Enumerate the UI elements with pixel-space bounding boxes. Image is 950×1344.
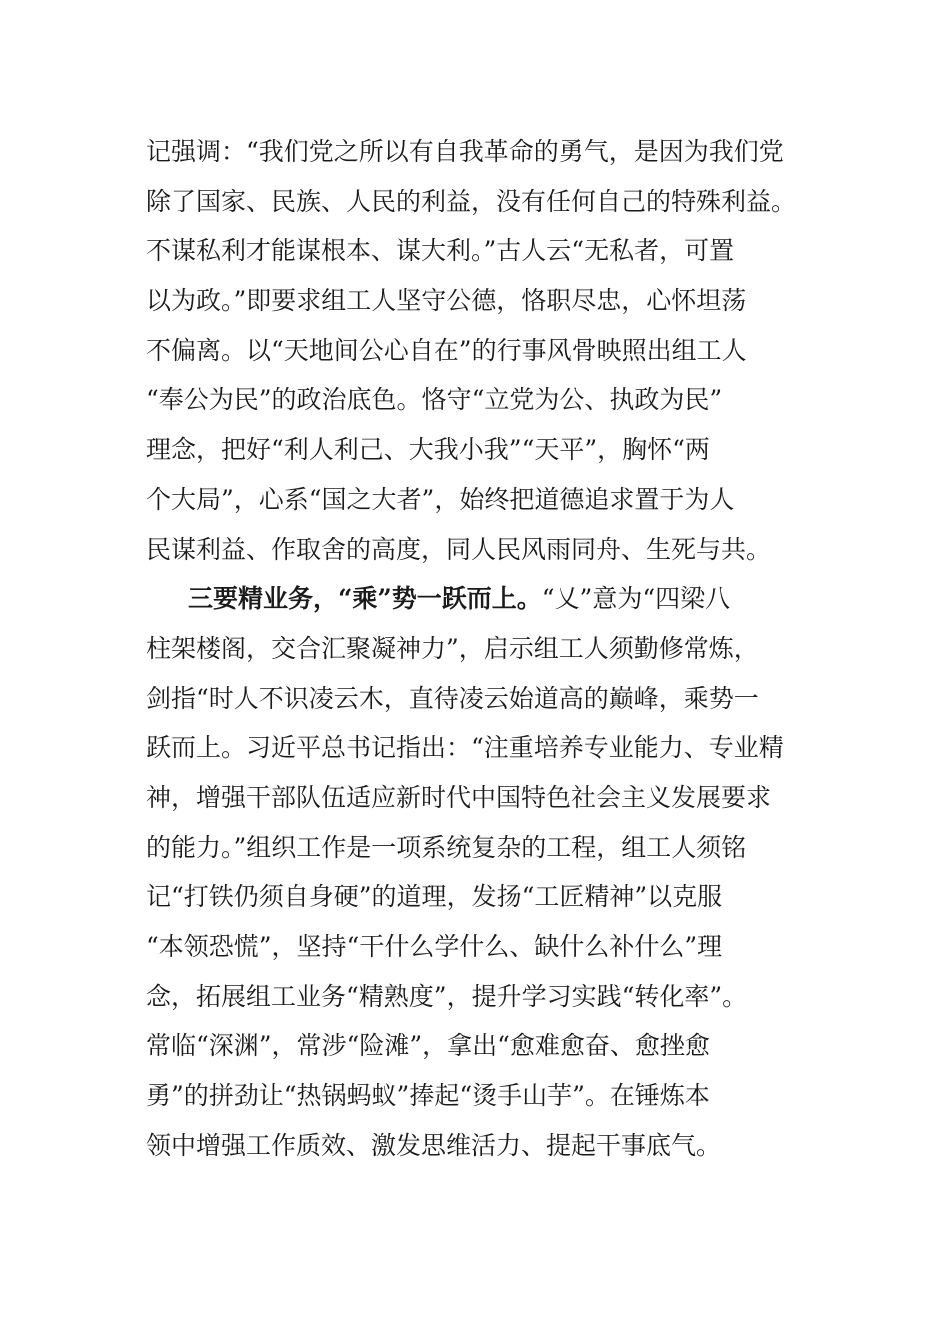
text-line: 除了国家、民族、人民的利益，没有任何自己的特殊利益。: [146, 186, 797, 216]
document-body: [146, 127, 806, 1170]
text-line: 不谋私利才能谋根本、谋大利。”古人云“无私者，可置: [146, 236, 735, 266]
text-line: 的能力。”组织工作是一项系统复杂的工程，组工人须铭: [146, 832, 747, 862]
text-line-rest: “乂”意为“四梁八: [541, 584, 731, 614]
text-line: 柱架楼阁，交合汇聚凝神力”，启示组工人须勤修常炼，: [146, 633, 759, 663]
paragraph-lead-heading: 三要精业务，“乘”势一跃而上。: [188, 584, 542, 614]
text-line: 剑指“时人不识凌云木，直待凌云始道高的巅峰，乘势一: [146, 683, 759, 713]
text-line: 念，拓展组工业务“精熟度”，提升学习实践“转化率”。: [146, 981, 748, 1011]
text-line: 理念，把好“利人利己、大我小我”“天平”，胸怀“两: [146, 435, 710, 465]
text-line: 勇”的拼劲让“热锅蚂蚁”捧起“烫手山芋”。在锤炼本: [146, 1081, 710, 1111]
text-line: “本领恐慌”，坚持“干什么学什么、缺什么补什么”理: [146, 932, 723, 961]
paragraph-party-integrity: [146, 127, 806, 574]
text-line: “奉公为民”的政治底色。恪守“立党为公、执政为民”: [146, 385, 723, 415]
text-line: 常临“深渊”，常涉“险滩”，拿出“愈难愈奋、愈挫愈: [146, 1031, 710, 1061]
text-line: 跃而上。习近平总书记指出：“注重培养专业能力、专业精: [146, 733, 784, 763]
text-line-first: [146, 574, 806, 624]
text-line: 民谋利益、作取舍的高度，同人民风雨同舟、生死与共。: [146, 534, 772, 564]
text-line: 神，增强干部队伍适应新时代中国特色社会主义发展要求: [146, 782, 772, 812]
text-line: 以为政。”即要求组工人坚守公德，恪职尽忠，心怀坦荡: [146, 286, 747, 316]
paragraph-professional-skills: [146, 574, 806, 1170]
text-line: 个大局”，心系“国之大者”，始终把道德追求置于为人: [146, 484, 735, 514]
text-line: 领中增强工作质效、激发思维活力、提起干事底气。: [146, 1130, 722, 1160]
text-line: 记强调：“我们党之所以有自我革命的勇气，是因为我们党: [146, 137, 784, 166]
text-line: 记“打铁仍须自身硬”的道理，发扬“工匠精神”以克服: [146, 882, 723, 912]
text-line: 不偏离。以“天地间公心自在”的行事风骨映照出组工人: [146, 335, 747, 365]
